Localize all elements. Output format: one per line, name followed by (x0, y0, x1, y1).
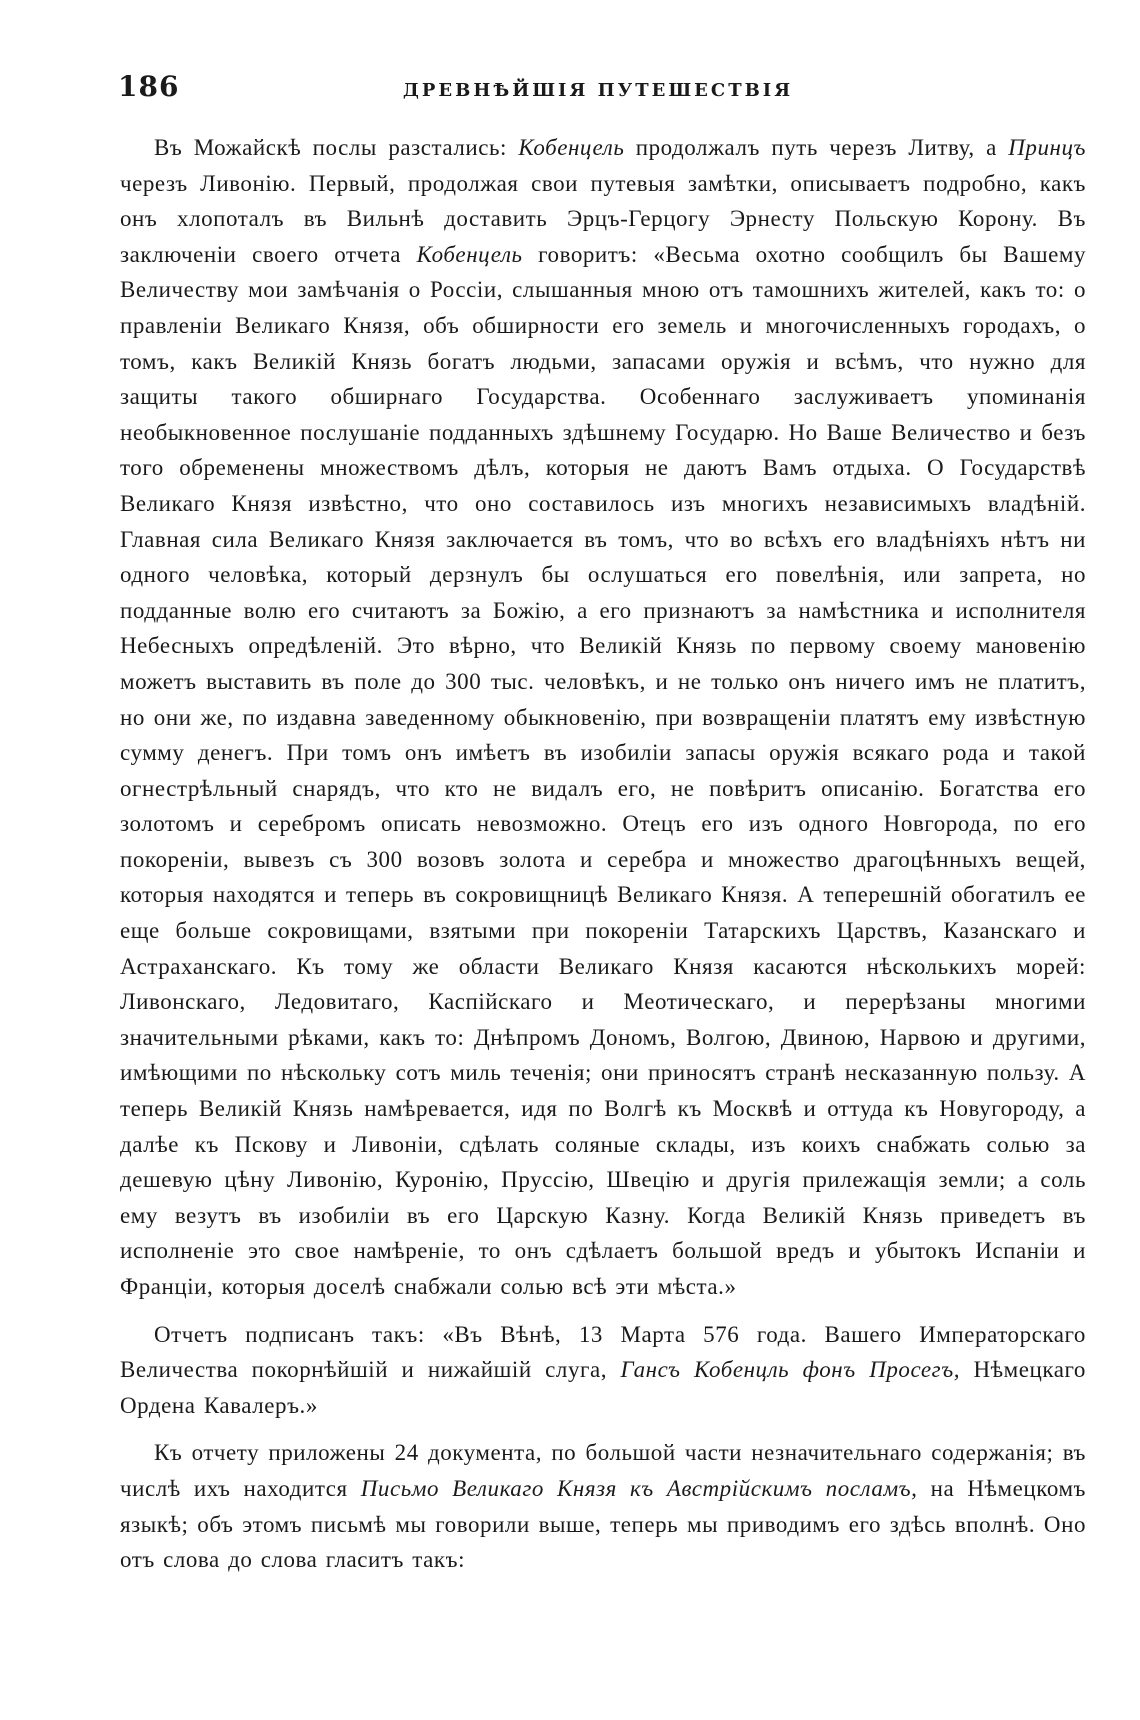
paragraph-3 (120, 1435, 1086, 1577)
text-run: на Нѣмецкомъ языкѣ; объ этомъ письмѣ мы говорили выше, теперь мы приводимъ его здѣсь вполнѣ. Оно отъ слова до слова гласитъ такъ: (120, 1475, 1086, 1573)
text-run: Нѣмецкаго Ордена Кавалеръ.» (120, 1357, 1086, 1418)
italic-text-run: Гансъ Кобенцль фонъ Просегъ, (620, 1357, 960, 1383)
italic-text-run: Письмо Великаго Князя къ Австрійскимъ посламъ, (360, 1475, 918, 1501)
paragraph-2 (120, 1317, 1086, 1424)
text-run: Къ отчету приложены 24 документа, по большой части незначительнаго содержанія; въ числѣ ихъ находится (120, 1440, 1086, 1501)
page-header (118, 70, 1078, 110)
italic-text-run: Кобенцель (416, 241, 523, 267)
italic-text-run: Кобенцель (518, 135, 625, 160)
body-text (120, 130, 1086, 1578)
paragraph-1 (120, 130, 1086, 1305)
text-run: продолжалъ путь черезъ Литву, а (624, 135, 1009, 160)
text-run: Отчетъ подписанъ такъ: «Въ Вѣнѣ, 13 Марта 576 года. Вашего Императорскаго Величества покорнѣйшій и нижайшій слуга, (120, 1321, 1086, 1383)
italic-text-run: Принцъ (1008, 135, 1086, 160)
text-run: черезъ Ливонію. Первый, продолжая свои путевыя замѣтки, описываетъ подробно, какъ онъ хлопоталъ въ Вильнѣ доставить Эрцъ-Герцогу Эрнесту Польскую Корону. Въ заключеніи своего отчета (120, 170, 1086, 267)
text-run: говоритъ: «Весьма охотно сообщилъ бы Вашему Величеству мои замѣчанія о Россіи, слышанныя мною отъ тамошнихъ жителей, какъ то: о правленіи Великаго Князя, объ обширности его земель и многочисленныхъ городахъ, о томъ, какъ Великій Князь богатъ людьми, запасами оружія и всѣмъ, что нужно для защиты такого обширнаго Государства. Особеннаго заслуживаетъ упоминанія необыкновенное послушаніе подданныхъ здѣшнему Государю. Но Ваше Величество и безъ того обременены множествомъ дѣлъ, которыя не даютъ Вамъ отдыха. О Государствѣ Великаго Князя извѣстно, что оно составилось изъ многихъ независимыхъ владѣній. Главная сила Великаго Князя заключается въ томъ, что во всѣхъ его владѣніяхъ нѣтъ ни одного человѣка, который дерзнулъ бы ослушаться его повелѣнія, или запрета, но подданные волю его считаютъ за Божію, а его признаютъ за намѣстника и исполнителя Небесныхъ опредѣленій. Это вѣрно, что Великій Князь по первому своему мановенію можетъ выставить въ поле до 300 тыс. человѣкъ, и не только онъ ничего имъ не платитъ, но они же, по издавна заведенному обыкновенію, при возвращеніи платятъ ему извѣстную сумму денегъ. При томъ онъ имѣетъ въ изобиліи запасы оружія всякаго рода и такой огнестрѣльный снарядъ, что кто не видалъ его, не повѣритъ описанію. Богатства его золотомъ и серебромъ описать невозможно. Отецъ его изъ одного Новгорода, по его покореніи, вывезъ съ 300 возовъ золота и серебра и множество драгоцѣнныхъ вещей, которыя находятся и теперь въ сокровищницѣ Великаго Князя. А теперешній обогатилъ ее еще больше сокровищами, взятыми при покореніи Татарскихъ Царствъ, Казанскаго и Астраханскаго. Къ тому же области Великаго Князя касаются нѣсколькихъ морей: Ливонскаго, Ледовитаго, Каспійскаго и Меотическаго, и перерѣзаны многими значительными рѣками, какъ то: Днѣпромъ Дономъ, Волгою, Двиною, Нарвою и другими, имѣющими по нѣскольку сотъ миль теченія; они приносятъ странѣ несказанную пользу. А теперь Великій Князь намѣревается, идя по Волгѣ къ Москвѣ и оттуда къ Новугороду, а далѣе къ Пскову и Ливоніи, сдѣлать соляные склады, изъ коихъ снабжать солью за дешевую цѣну Ливонію, Куронію, Пруссію, Швецію и другія прилежащія земли; а соль ему везутъ въ изобиліи въ его Царскую Казну. Когда Великій Князь приведетъ въ исполненіе это свое намѣреніе, то онъ сдѣлаетъ большой вредъ и убытокъ Испаніи и Франціи, которыя доселѣ снабжали солью всѣ эти мѣста.» (120, 241, 1086, 1299)
text-run: Въ Можайскѣ послы разстались: (154, 135, 519, 160)
running-title: ДРЕВНѢЙШІЯ ПУТЕШЕСТВІЯ (402, 80, 794, 101)
page-number: 186 (118, 70, 180, 103)
